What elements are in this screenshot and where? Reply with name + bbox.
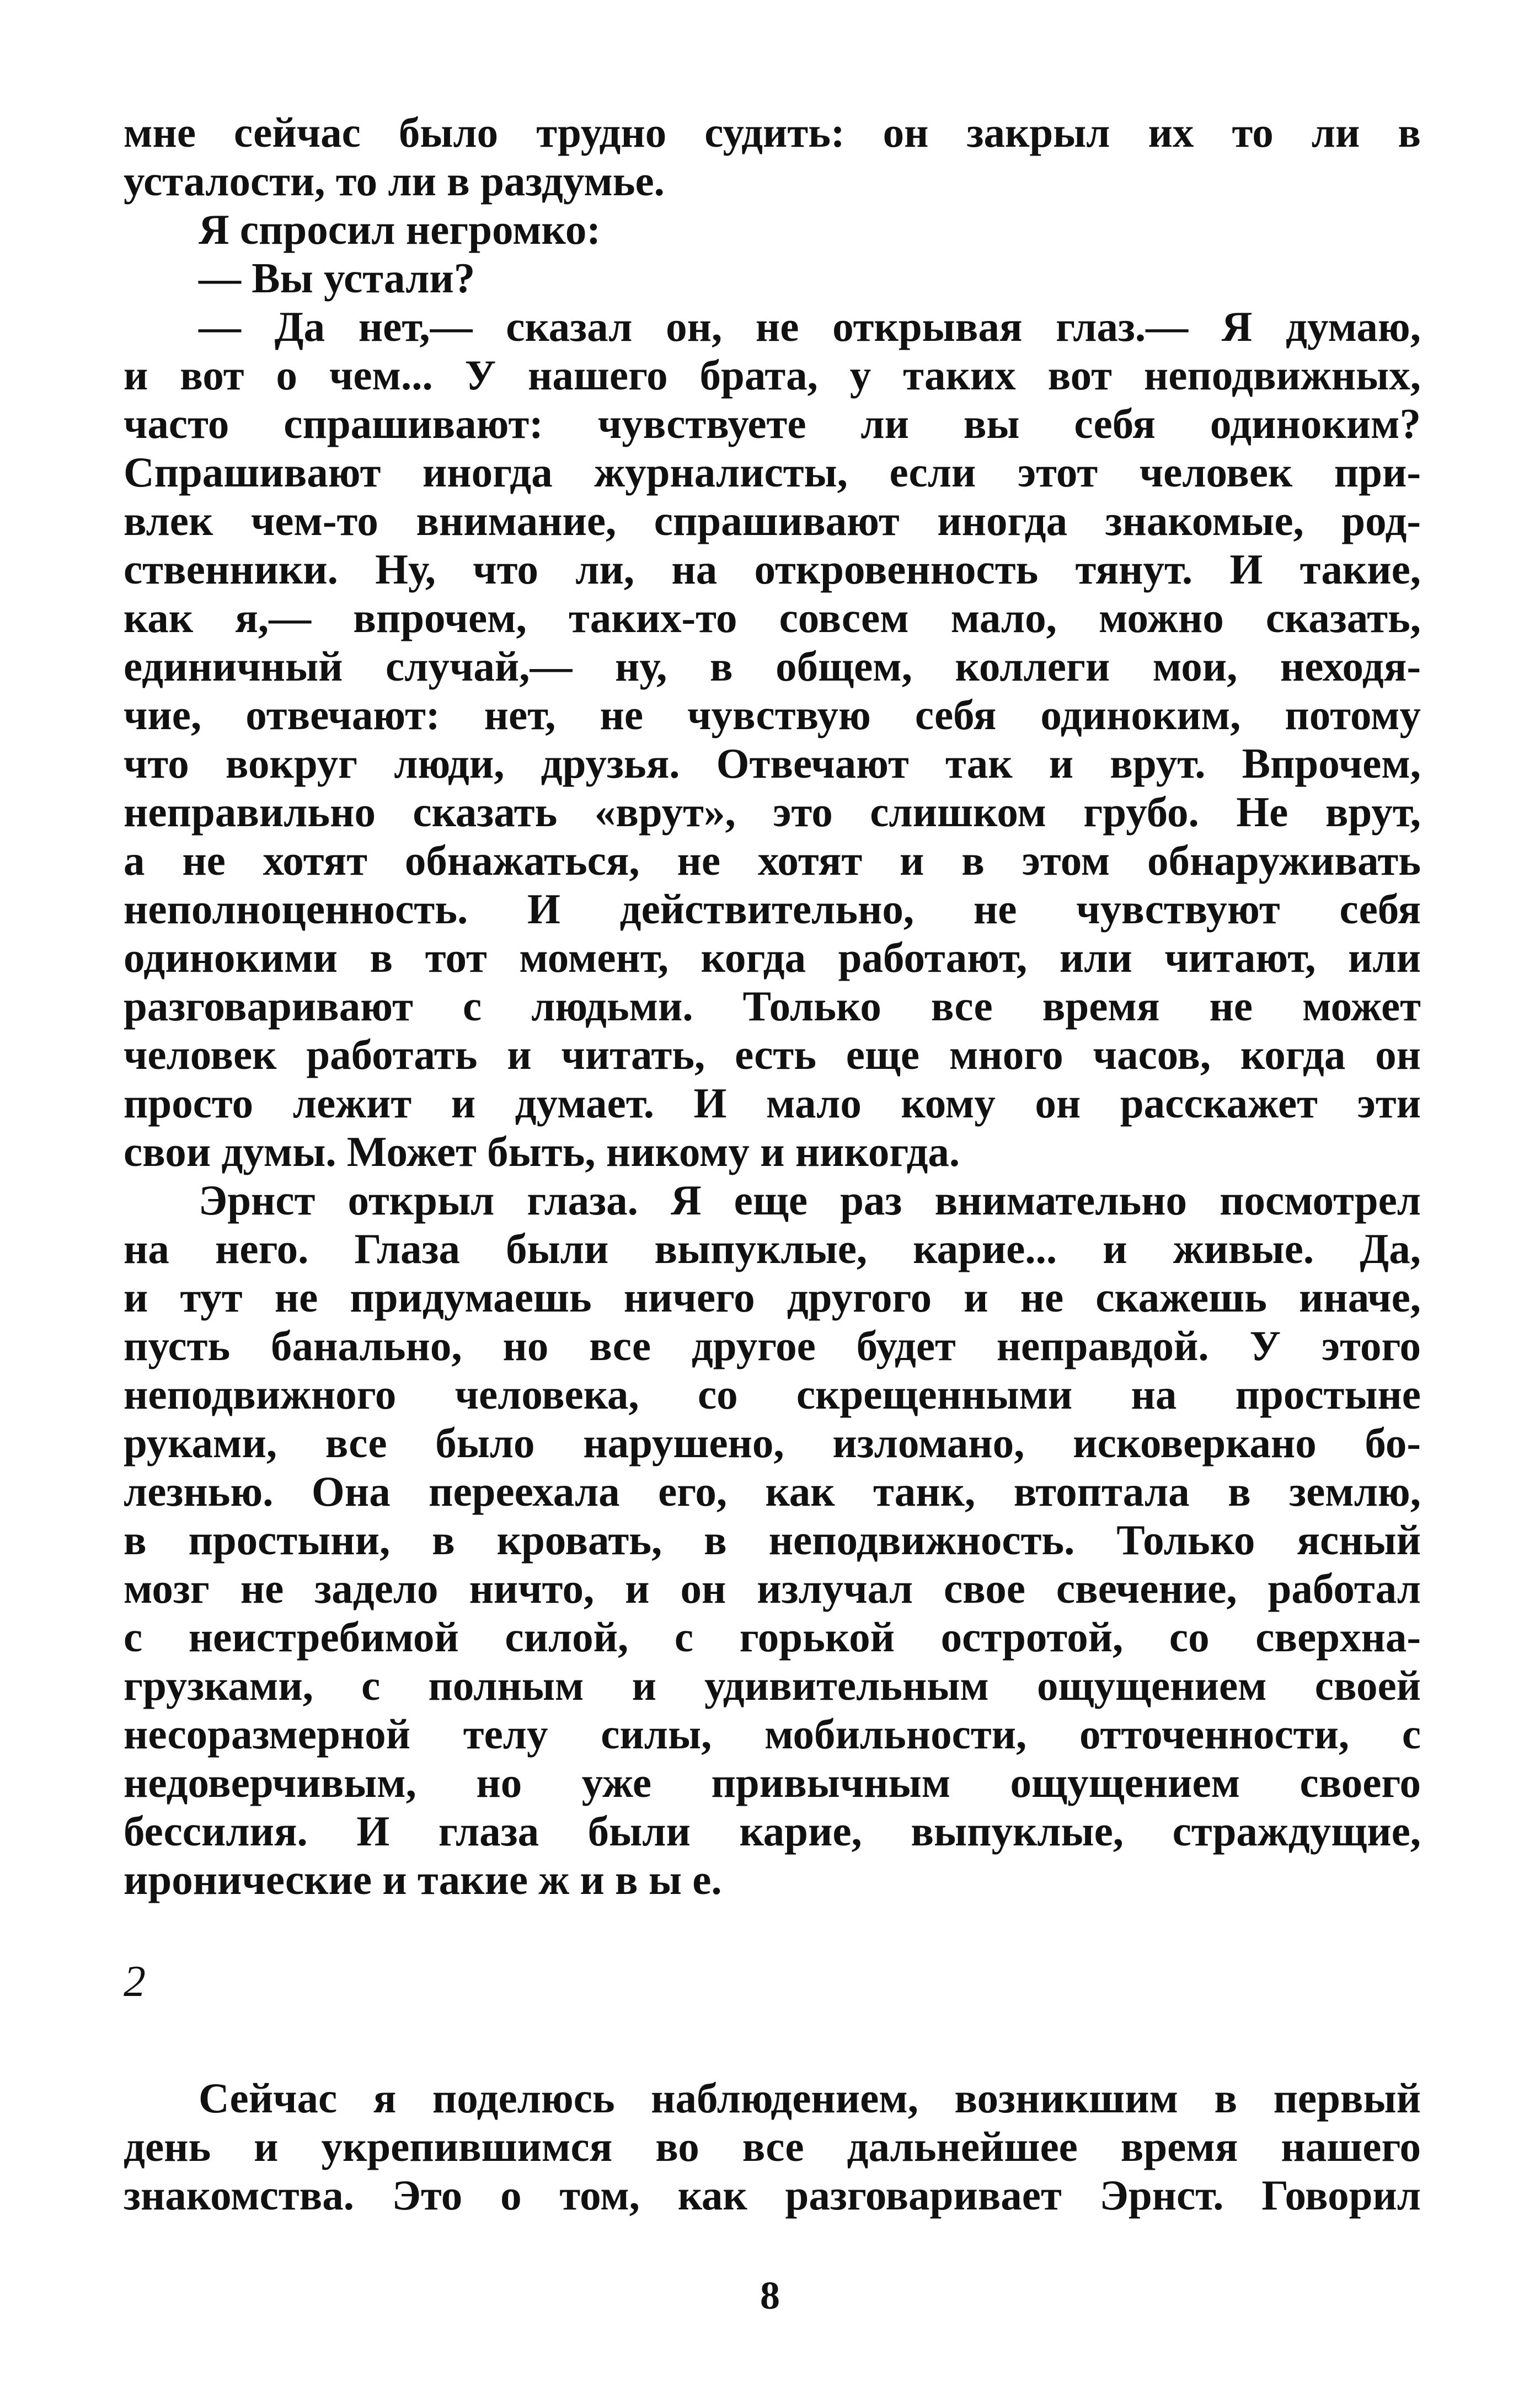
text-line: Спрашивают иногда журналисты, если этот человек при- — [124, 448, 1421, 496]
text-line: с неистребимой силой, с горькой остротой, со сверхна- — [124, 1613, 1421, 1661]
text-line: неподвижного человека, со скрещенными на простыне — [124, 1371, 1421, 1418]
text-line: пусть банально, но все другое будет неправдой. У этого — [124, 1322, 1421, 1369]
text-line: неправильно сказать «врут», это слишком грубо. Не врут, — [124, 788, 1421, 836]
text-line: недоверчивым, но уже привычным ощущением своего — [124, 1759, 1421, 1806]
text-line: Сейчас я поделюсь наблюдением, возникшим в первый — [199, 2074, 1421, 2122]
text-line: лезнью. Она переехала его, как танк, втоптала в землю, — [124, 1468, 1421, 1515]
text-line: несоразмерной телу силы, мобильности, отточенности, с — [124, 1710, 1421, 1758]
text-line: ственники. Ну, что ли, на откровенность тянут. И такие, — [124, 545, 1421, 593]
text-line: — Вы устали? — [199, 254, 475, 302]
text-line: что вокруг люди, друзья. Отвечают так и врут. Впрочем, — [124, 740, 1421, 787]
text-line: в простыни, в кровать, в неподвижность. Только ясный — [124, 1516, 1421, 1564]
text-line: часто спрашивают: чувствуете ли вы себя одиноким? — [124, 400, 1421, 447]
text-line: грузками, с полным и удивительным ощущением своей — [124, 1662, 1421, 1709]
text-line: — Да нет,— сказал он, не открывая глаз.— Я думаю, — [199, 303, 1421, 350]
text-line: мозг не задело ничто, и он излучал свое свечение, работал — [124, 1565, 1421, 1612]
text-line: одинокими в тот момент, когда работают, или читают, или — [124, 934, 1421, 981]
text-line: а не хотят обнажаться, не хотят и в этом обнаруживать — [124, 837, 1421, 884]
text-line: руками, все было нарушено, изломано, исковеркано бо- — [124, 1419, 1421, 1467]
text-line: просто лежит и думает. И мало кому он расскажет эти — [124, 1079, 1421, 1127]
text-line: знакомства. Это о том, как разговаривает Эрнст. Говорил — [124, 2171, 1421, 2219]
text-line: и вот о чем... У нашего брата, у таких вот неподвижных, — [124, 351, 1421, 399]
text-line: Я спросил негромко: — [199, 206, 601, 253]
text-line: день и укрепившимся во все дальнейшее время нашего — [124, 2123, 1421, 2170]
text-line: иронические и такие ж и в ы е. — [124, 1856, 722, 1903]
text-line: свои думы. Может быть, никому и никогда. — [124, 1128, 960, 1175]
text-line: мне сейчас было трудно судить: он закрыл их то ли в — [124, 109, 1421, 156]
text-line: неполноценность. И действительно, не чувствуют себя — [124, 885, 1421, 933]
text-line: как я,— впрочем, таких-то совсем мало, можно сказать, — [124, 594, 1421, 641]
text-line: усталости, то ли в раздумье. — [124, 157, 665, 205]
text-line: влек чем-то внимание, спрашивают иногда знакомые, род- — [124, 497, 1421, 544]
text-line: человек работать и читать, есть еще много часов, когда он — [124, 1031, 1421, 1078]
text-line: единичный случай,— ну, в общем, коллеги мои, неходя- — [124, 643, 1421, 690]
text-line: бессилия. И глаза были карие, выпуклые, страждущие, — [124, 1807, 1421, 1855]
text-line: разговаривают с людьми. Только все время не может — [124, 982, 1421, 1030]
section-number: 2 — [124, 1957, 146, 2006]
text-line: чие, отвечают: нет, не чувствую себя одиноким, потому — [124, 691, 1421, 738]
text-line: и тут не придумаешь ничего другого и не скажешь иначе, — [124, 1273, 1421, 1321]
page-number: 8 — [760, 2273, 780, 2318]
text-line: Эрнст открыл глаза. Я еще раз внимательно посмотрел — [199, 1176, 1421, 1224]
text-line: на него. Глаза были выпуклые, карие... и живые. Да, — [124, 1225, 1421, 1272]
